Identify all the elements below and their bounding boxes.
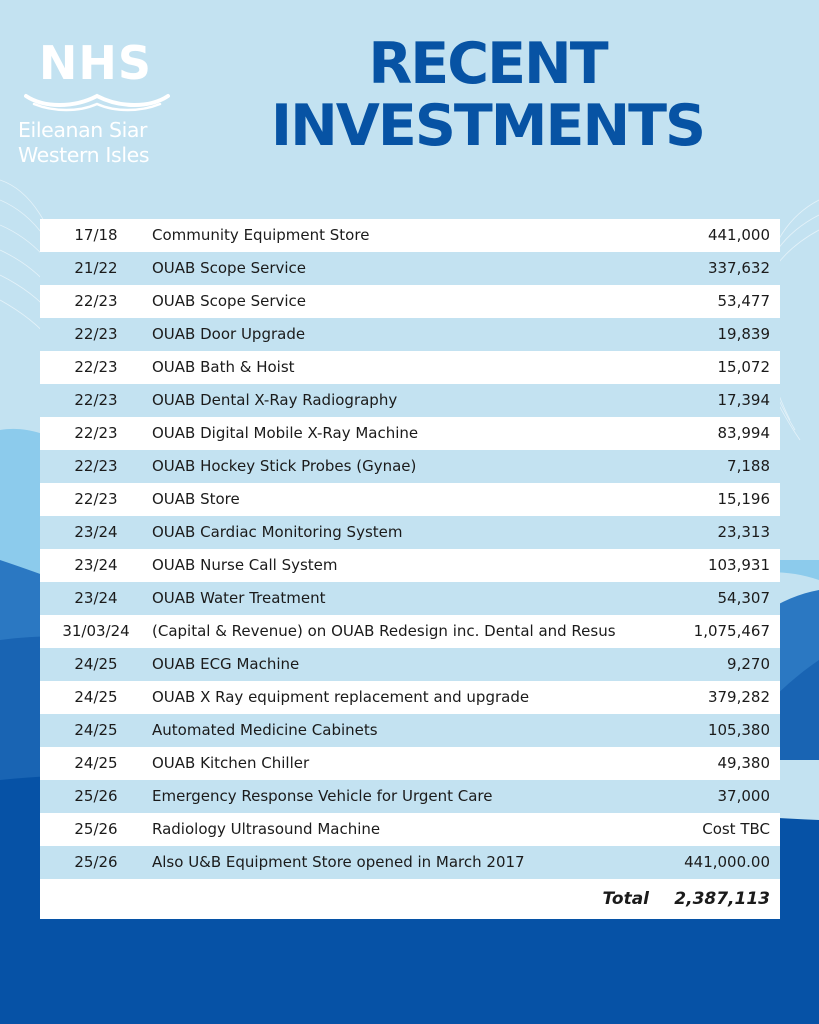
row-amount: 54,307 <box>717 589 770 607</box>
table-row <box>40 318 780 351</box>
row-year: 22/23 <box>74 292 118 310</box>
total-row <box>40 879 780 919</box>
row-amount: 17,394 <box>717 391 770 409</box>
table-row <box>40 384 780 417</box>
table-row <box>40 747 780 780</box>
row-year: 22/23 <box>74 424 118 442</box>
row-description: OUAB Hockey Stick Probes (Gynae) <box>152 457 417 475</box>
row-description: OUAB Water Treatment <box>152 589 326 607</box>
row-description: OUAB X Ray equipment replacement and upgrade <box>152 688 530 706</box>
row-year: 22/23 <box>74 358 118 376</box>
row-amount: 49,380 <box>717 754 770 772</box>
table-row <box>40 285 780 318</box>
table-row <box>40 516 780 549</box>
row-description: OUAB Scope Service <box>152 292 307 310</box>
row-amount: Cost TBC <box>702 820 770 838</box>
table-row <box>40 780 780 813</box>
row-year: 21/22 <box>74 259 118 277</box>
row-description: Also U&B Equipment Store opened in March 2017 <box>152 853 525 871</box>
row-amount: 103,931 <box>707 556 770 574</box>
nhs-logo-text: NHS <box>38 36 153 90</box>
row-year: 24/25 <box>74 754 118 772</box>
row-description: OUAB Scope Service <box>152 259 307 277</box>
row-year: 25/26 <box>74 787 118 805</box>
row-description: OUAB Dental X-Ray Radiography <box>152 391 398 409</box>
row-description: OUAB Cardiac Monitoring System <box>152 523 403 541</box>
table-row <box>40 582 780 615</box>
title-line-2: INVESTMENTS <box>270 93 705 159</box>
row-description: Automated Medicine Cabinets <box>152 721 378 739</box>
row-amount: 441,000.00 <box>684 853 770 871</box>
row-amount: 441,000 <box>707 226 770 244</box>
row-year: 22/23 <box>74 457 118 475</box>
table-row <box>40 549 780 582</box>
table-row <box>40 450 780 483</box>
row-description: (Capital & Revenue) on OUAB Redesign inc. Dental and Resus <box>152 622 616 640</box>
table-row <box>40 714 780 747</box>
row-description: OUAB Nurse Call System <box>152 556 338 574</box>
row-amount: 15,196 <box>717 490 770 508</box>
row-description: OUAB Bath & Hoist <box>152 358 295 376</box>
row-amount: 105,380 <box>707 721 770 739</box>
logo-english-name: Western Isles <box>18 143 150 167</box>
total-amount: 2,387,113 <box>674 889 770 909</box>
row-year: 22/23 <box>74 490 118 508</box>
row-year: 24/25 <box>74 688 118 706</box>
row-year: 23/24 <box>74 556 118 574</box>
table-row <box>40 615 780 648</box>
row-year: 25/26 <box>74 820 118 838</box>
page-title <box>255 33 720 157</box>
row-description: OUAB Door Upgrade <box>152 325 306 343</box>
table-row <box>40 846 780 879</box>
total-label: Total <box>602 889 649 909</box>
row-description: OUAB Store <box>152 490 240 508</box>
table-row <box>40 417 780 450</box>
row-year: 23/24 <box>74 589 118 607</box>
row-year: 24/25 <box>74 721 118 739</box>
row-amount: 15,072 <box>717 358 770 376</box>
investments-table <box>40 219 780 919</box>
row-description: Community Equipment Store <box>152 226 370 244</box>
row-amount: 379,282 <box>707 688 770 706</box>
table-row <box>40 483 780 516</box>
row-year: 25/26 <box>74 853 118 871</box>
row-description: OUAB ECG Machine <box>152 655 300 673</box>
table-row <box>40 351 780 384</box>
table-row <box>40 219 780 252</box>
row-description: OUAB Kitchen Chiller <box>152 754 310 772</box>
row-amount: 337,632 <box>707 259 770 277</box>
nhs-logo <box>18 38 178 173</box>
row-amount: 23,313 <box>717 523 770 541</box>
row-description: Radiology Ultrasound Machine <box>152 820 381 838</box>
row-year: 23/24 <box>74 523 118 541</box>
row-amount: 53,477 <box>717 292 770 310</box>
logo-wave-icon <box>24 86 170 112</box>
row-description: Emergency Response Vehicle for Urgent Care <box>152 787 493 805</box>
row-amount: 1,075,467 <box>693 622 770 640</box>
row-amount: 19,839 <box>717 325 770 343</box>
table-row <box>40 252 780 285</box>
row-year: 22/23 <box>74 325 118 343</box>
row-year: 17/18 <box>74 226 118 244</box>
row-amount: 7,188 <box>727 457 770 475</box>
row-year: 22/23 <box>74 391 118 409</box>
table-row <box>40 813 780 846</box>
table-row <box>40 648 780 681</box>
row-amount: 9,270 <box>727 655 770 673</box>
row-description: OUAB Digital Mobile X-Ray Machine <box>152 424 419 442</box>
row-amount: 83,994 <box>717 424 770 442</box>
title-line-1: RECENT <box>368 31 607 97</box>
row-year: 31/03/24 <box>62 622 130 640</box>
logo-gaelic-name: Eileanan Siar <box>18 118 148 142</box>
row-amount: 37,000 <box>717 787 770 805</box>
row-year: 24/25 <box>74 655 118 673</box>
table-row <box>40 681 780 714</box>
